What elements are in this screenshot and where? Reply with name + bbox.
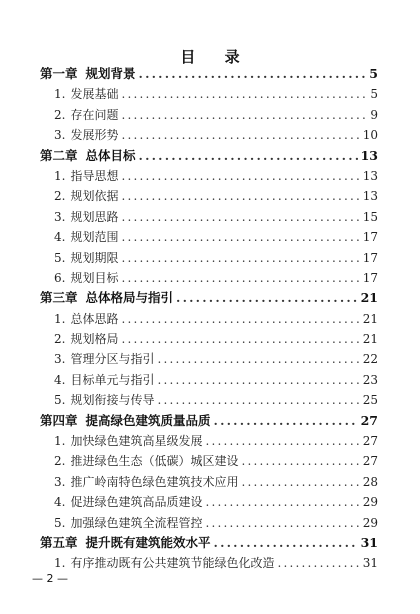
toc-entry-number: 3. — [54, 474, 66, 489]
dot-leader — [121, 84, 367, 104]
toc-section-entry[interactable] — [40, 513, 378, 533]
dot-leader — [205, 431, 359, 451]
toc-entry-title: 存在问题 — [70, 107, 119, 122]
toc-entry-label — [40, 288, 173, 308]
toc-entry-page-number: 13 — [362, 168, 378, 183]
toc-chapter-entry[interactable] — [40, 288, 378, 308]
toc-section-entry[interactable] — [40, 309, 378, 329]
toc-entry-title: 规划格局 — [70, 332, 119, 347]
toc-entry-number: 1. — [54, 434, 66, 449]
dot-leader — [157, 349, 359, 369]
toc-entry-label — [54, 492, 202, 512]
dot-leader — [121, 105, 367, 125]
dot-leader — [157, 370, 359, 390]
toc-entry-number: 2. — [54, 107, 66, 122]
toc-entry-number: 第二章 — [40, 147, 78, 163]
toc-entry-page-number: 22 — [362, 352, 378, 367]
toc-entry-page-number: 5 — [370, 87, 378, 102]
toc-entry-label — [54, 166, 118, 186]
toc-section-entry[interactable] — [40, 451, 378, 471]
dot-leader — [139, 146, 358, 166]
toc-chapter-entry[interactable] — [40, 533, 378, 553]
toc-section-entry[interactable] — [40, 472, 378, 492]
toc-entry-title: 目标单元与指引 — [70, 372, 155, 387]
table-of-contents — [40, 64, 378, 574]
toc-entry-label — [54, 186, 118, 206]
toc-section-entry[interactable] — [40, 268, 378, 288]
toc-entry-page-number: 21 — [362, 332, 378, 347]
toc-section-entry[interactable] — [40, 390, 378, 410]
toc-section-entry[interactable] — [40, 105, 378, 125]
dot-leader — [214, 533, 358, 553]
dot-leader — [157, 390, 359, 410]
toc-entry-number: 2. — [54, 454, 66, 469]
toc-entry-page-number: 13 — [360, 147, 378, 163]
toc-section-entry[interactable] — [40, 248, 378, 268]
toc-entry-title: 规划范围 — [70, 230, 119, 245]
toc-entry-title: 推进绿色生态（低碳）城区建设 — [70, 454, 239, 469]
toc-entry-label — [54, 248, 118, 268]
toc-entry-label — [40, 533, 211, 553]
toc-entry-label — [54, 268, 118, 288]
toc-entry-number: 1. — [54, 87, 66, 102]
toc-section-entry[interactable] — [40, 166, 378, 186]
toc-entry-page-number: 29 — [362, 495, 378, 510]
toc-chapter-entry[interactable] — [40, 411, 378, 431]
toc-entry-title: 有序推动既有公共建筑节能绿色化改造 — [70, 556, 275, 571]
toc-entry-label — [54, 472, 238, 492]
toc-entry-number: 3. — [54, 128, 66, 143]
toc-chapter-entry[interactable] — [40, 146, 378, 166]
page-number: — 2 — — [32, 572, 68, 585]
toc-entry-page-number: 21 — [362, 311, 378, 326]
toc-entry-label — [54, 451, 238, 471]
dot-leader — [121, 248, 359, 268]
dot-leader — [205, 513, 359, 533]
dot-leader — [205, 492, 359, 512]
dot-leader — [121, 125, 359, 145]
toc-entry-title: 促进绿色建筑高品质建设 — [70, 495, 203, 510]
toc-entry-label — [54, 309, 118, 329]
toc-entry-label — [40, 411, 211, 431]
toc-entry-page-number: 28 — [362, 474, 378, 489]
toc-entry-number: 第四章 — [40, 412, 78, 428]
dot-leader — [121, 309, 359, 329]
toc-entry-page-number: 13 — [362, 189, 378, 204]
toc-entry-number: 第一章 — [40, 66, 78, 81]
toc-entry-title: 总体格局与指引 — [85, 290, 174, 306]
toc-entry-number: 4. — [54, 372, 66, 387]
dot-leader — [139, 64, 367, 84]
toc-entry-title: 规划依据 — [70, 189, 119, 204]
toc-entry-number: 第三章 — [40, 290, 78, 306]
toc-entry-number: 5. — [54, 393, 66, 408]
dot-leader — [121, 186, 359, 206]
dot-leader — [121, 207, 359, 227]
toc-entry-page-number: 31 — [362, 556, 378, 571]
toc-entry-title: 管理分区与指引 — [70, 352, 155, 367]
toc-entry-page-number: 9 — [370, 107, 378, 122]
toc-entry-title: 指导思想 — [70, 168, 119, 183]
toc-entry-title: 总体目标 — [85, 147, 136, 163]
toc-entry-number: 5. — [54, 515, 66, 530]
toc-entry-label — [54, 207, 118, 227]
page-title: 目 录 — [180, 48, 252, 66]
toc-entry-title: 加强绿色建筑全流程管控 — [70, 515, 203, 530]
toc-entry-label — [54, 84, 118, 104]
toc-entry-title: 规划目标 — [70, 270, 119, 285]
toc-section-entry[interactable] — [40, 329, 378, 349]
toc-entry-page-number: 25 — [362, 393, 378, 408]
toc-section-entry[interactable] — [40, 186, 378, 206]
toc-entry-title: 规划衔接与传导 — [70, 393, 155, 408]
dot-leader — [121, 268, 359, 288]
toc-entry-title: 发展基础 — [70, 87, 119, 102]
toc-section-entry[interactable] — [40, 553, 378, 573]
toc-entry-title: 提升既有建筑能效水平 — [85, 534, 211, 550]
toc-entry-label — [54, 125, 118, 145]
dot-leader — [121, 166, 359, 186]
toc-entry-title: 总体思路 — [70, 311, 119, 326]
toc-entry-page-number: 27 — [360, 412, 378, 428]
toc-entry-page-number: 17 — [362, 270, 378, 285]
toc-entry-title: 发展形势 — [70, 128, 119, 143]
toc-entry-page-number: 29 — [362, 515, 378, 530]
toc-section-entry[interactable] — [40, 125, 378, 145]
toc-section-entry[interactable] — [40, 492, 378, 512]
dot-leader — [277, 553, 359, 573]
toc-entry-label — [54, 553, 274, 573]
toc-entry-number: 2. — [54, 332, 66, 347]
toc-entry-page-number: 15 — [362, 209, 378, 224]
toc-entry-page-number: 27 — [362, 454, 378, 469]
toc-entry-title: 加快绿色建筑高星级发展 — [70, 434, 203, 449]
toc-section-entry[interactable] — [40, 207, 378, 227]
toc-section-entry[interactable] — [40, 370, 378, 390]
toc-entry-title: 规划思路 — [70, 209, 119, 224]
toc-entry-label — [54, 513, 202, 533]
dot-leader — [214, 411, 358, 431]
toc-entry-title: 规划背景 — [85, 66, 136, 81]
toc-entry-page-number: 17 — [362, 230, 378, 245]
toc-entry-title: 规划期限 — [70, 250, 119, 265]
toc-section-entry[interactable] — [40, 227, 378, 247]
toc-entry-label — [40, 64, 136, 84]
toc-entry-label — [54, 390, 154, 410]
toc-entry-title: 提高绿色建筑质量品质 — [85, 412, 211, 428]
toc-entry-number: 4. — [54, 230, 66, 245]
dot-leader — [241, 472, 359, 492]
toc-entry-number: 第五章 — [40, 534, 78, 550]
toc-entry-page-number: 5 — [369, 66, 378, 81]
toc-section-entry[interactable] — [40, 431, 378, 451]
dot-leader — [241, 451, 359, 471]
toc-entry-page-number: 10 — [362, 128, 378, 143]
toc-entry-label — [54, 105, 118, 125]
toc-chapter-entry[interactable] — [40, 64, 378, 84]
toc-entry-label — [40, 146, 136, 166]
toc-entry-number: 1. — [54, 311, 66, 326]
toc-entry-page-number: 31 — [360, 534, 378, 550]
toc-entry-label — [54, 431, 202, 451]
toc-entry-label — [54, 227, 118, 247]
toc-entry-label — [54, 349, 154, 369]
toc-entry-number: 6. — [54, 270, 66, 285]
dot-leader — [176, 288, 358, 308]
toc-entry-page-number: 23 — [362, 372, 378, 387]
toc-entry-page-number: 27 — [362, 434, 378, 449]
toc-entry-number: 2. — [54, 189, 66, 204]
toc-entry-number: 1. — [54, 556, 66, 571]
toc-entry-title: 推广岭南特色绿色建筑技术应用 — [70, 474, 239, 489]
toc-entry-number: 3. — [54, 352, 66, 367]
toc-entry-page-number: 17 — [362, 250, 378, 265]
dot-leader — [121, 227, 359, 247]
toc-section-entry[interactable] — [40, 349, 378, 369]
toc-entry-label — [54, 329, 118, 349]
toc-entry-page-number: 21 — [360, 290, 378, 306]
dot-leader — [121, 329, 359, 349]
toc-entry-label — [54, 370, 154, 390]
toc-entry-number: 4. — [54, 495, 66, 510]
toc-entry-number: 5. — [54, 250, 66, 265]
toc-entry-number: 1. — [54, 168, 66, 183]
toc-entry-number: 3. — [54, 209, 66, 224]
toc-section-entry[interactable] — [40, 84, 378, 104]
